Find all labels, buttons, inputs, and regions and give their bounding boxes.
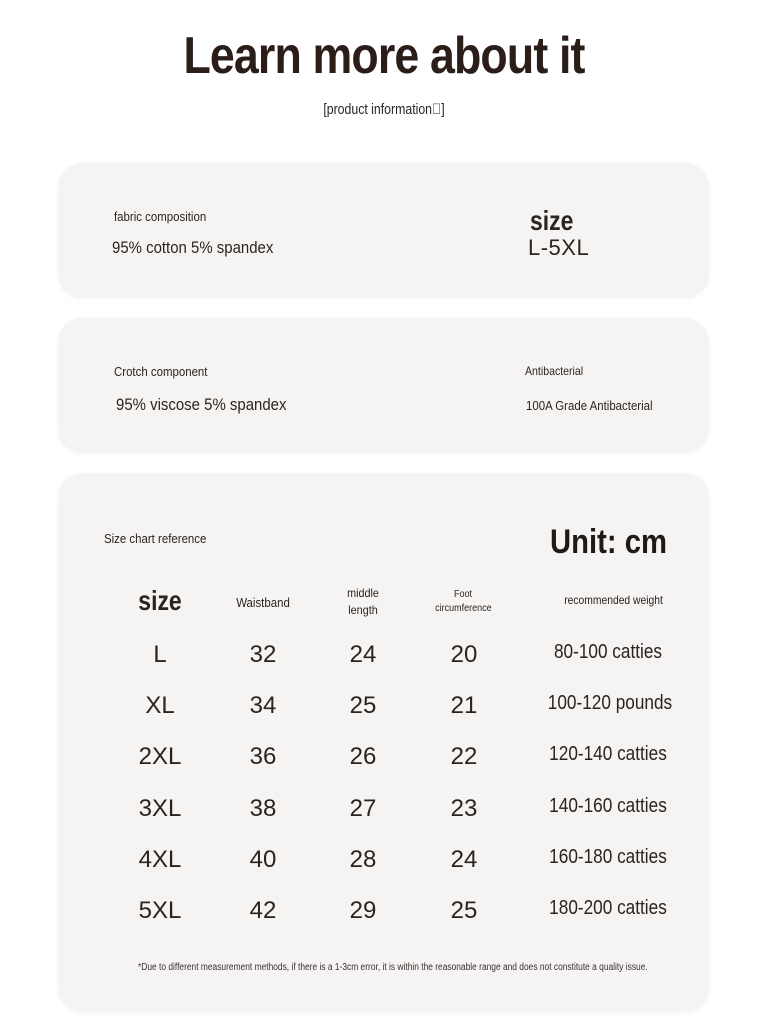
waistband-cell: 36 xyxy=(249,743,277,770)
measurement-footnote: *Due to different measurement methods, if there is a 1-3cm error, it is within the reasonable range and does not constitute a quality issue. xyxy=(138,962,648,973)
size-chart-table xyxy=(98,585,688,945)
size-range-value: L-5XL xyxy=(528,235,590,260)
recommended-weight-column-header: recommended weight xyxy=(564,593,663,607)
size-cell: 3XL xyxy=(138,795,182,822)
recommended-weight-cell: 180-200 catties xyxy=(549,897,667,919)
size-cell: 2XL xyxy=(138,743,182,770)
unit-label: Unit: cm xyxy=(550,523,667,561)
foot-circumference-cell: 20 xyxy=(450,641,478,668)
waistband-cell: 34 xyxy=(249,692,277,719)
middle-length-cell: 25 xyxy=(349,692,377,719)
size-cell: 5XL xyxy=(138,897,182,924)
middle-length-column-header: middle length xyxy=(347,586,379,617)
middle-length-cell: 26 xyxy=(349,743,377,770)
waistband-column-header: Waistband xyxy=(236,595,290,610)
size-chart-header xyxy=(98,585,688,635)
table-row xyxy=(98,846,688,890)
middle-length-cell: 28 xyxy=(349,846,377,873)
fabric-card xyxy=(58,163,709,298)
middle-length-cell: 24 xyxy=(349,641,377,668)
recommended-weight-cell: 160-180 catties xyxy=(549,846,667,868)
antibacterial-label: Antibacterial xyxy=(525,364,584,378)
foot-circumference-cell: 25 xyxy=(450,897,478,924)
waistband-cell: 32 xyxy=(249,641,277,668)
size-cell: XL xyxy=(145,692,175,719)
table-row xyxy=(98,795,688,839)
foot-circumference-cell: 23 xyxy=(450,795,478,822)
antibacterial-value: 100A Grade Antibacterial xyxy=(526,398,653,413)
foot-circumference-column-header: Foot circumference xyxy=(435,589,492,614)
fabric-label: fabric composition xyxy=(114,209,207,224)
crotch-value: 95% viscose 5% spandex xyxy=(116,395,287,414)
recommended-weight-cell: 140-160 catties xyxy=(549,795,667,817)
size-cell: L xyxy=(153,641,167,668)
recommended-weight-cell: 120-140 catties xyxy=(549,743,667,765)
recommended-weight-cell: 100-120 pounds xyxy=(547,692,673,714)
table-row xyxy=(98,743,688,787)
waistband-cell: 42 xyxy=(249,897,277,924)
middle-length-cell: 29 xyxy=(349,897,377,924)
waistband-cell: 40 xyxy=(249,846,277,873)
size-label: size xyxy=(530,205,574,236)
table-row xyxy=(98,641,688,685)
size-chart-label: Size chart reference xyxy=(104,531,207,546)
page-title: Learn more about it xyxy=(183,27,585,85)
foot-circumference-cell: 22 xyxy=(450,743,478,770)
crotch-card xyxy=(58,318,709,453)
page-subtitle: [product information ] xyxy=(323,101,445,118)
size-chart-body xyxy=(98,635,688,945)
table-row xyxy=(98,897,688,941)
table-row xyxy=(98,692,688,736)
recommended-weight-cell: 80-100 catties xyxy=(553,641,663,663)
middle-length-cell: 27 xyxy=(349,795,377,822)
size-chart-card xyxy=(58,473,709,1012)
size-column-header: size xyxy=(138,585,182,616)
crotch-label: Crotch component xyxy=(114,364,208,379)
fabric-value: 95% cotton 5% spandex xyxy=(112,238,274,257)
waistband-cell: 38 xyxy=(249,795,277,822)
foot-circumference-cell: 21 xyxy=(450,692,478,719)
foot-circumference-cell: 24 xyxy=(450,846,478,873)
size-cell: 4XL xyxy=(138,846,182,873)
